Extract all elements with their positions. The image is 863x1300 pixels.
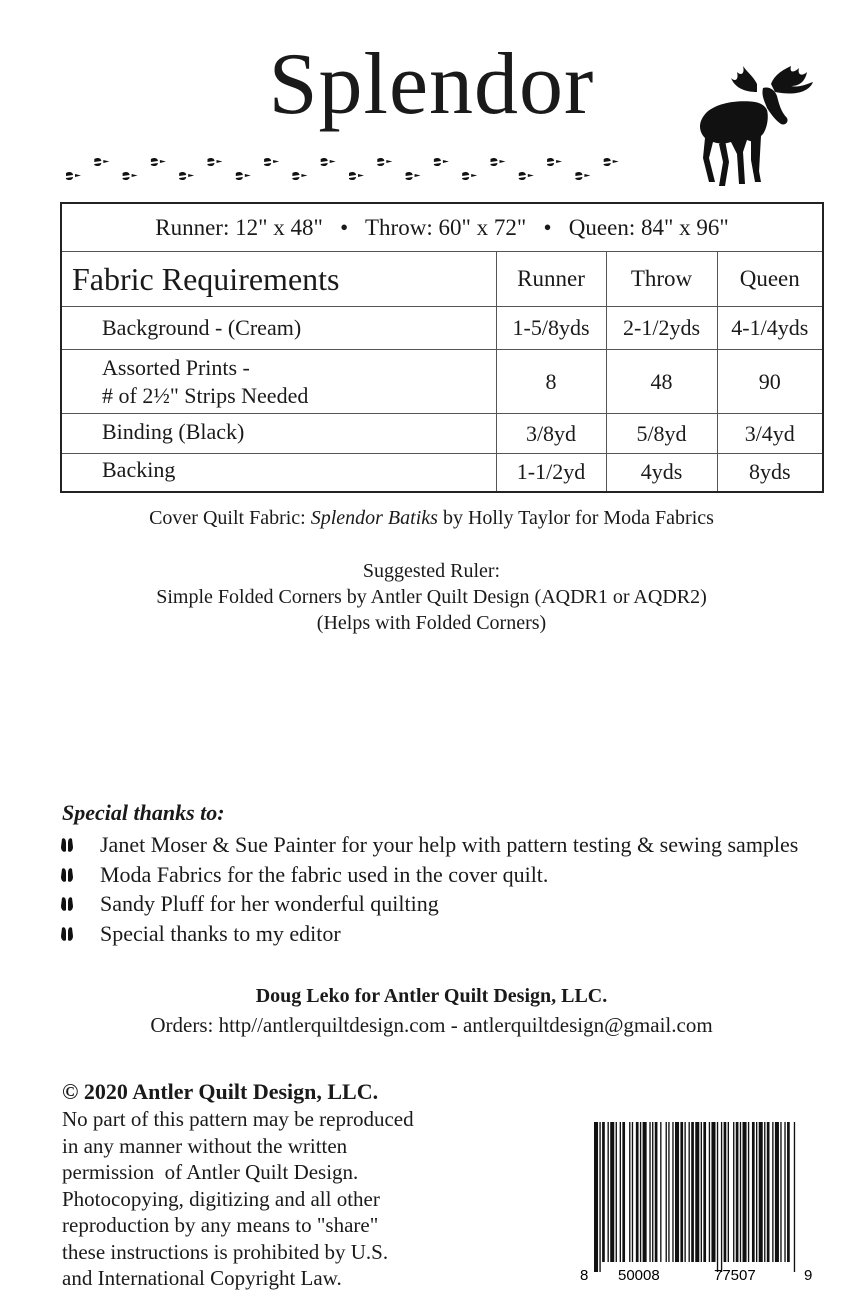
hoof-track-icon — [94, 158, 109, 166]
cell-queen: 3/4yd — [717, 414, 823, 454]
table-row — [61, 307, 823, 350]
barcode-bar — [721, 1122, 722, 1272]
hoof-track-icon — [406, 172, 421, 180]
cell-queen: 90 — [717, 350, 823, 414]
orders-line: Orders: http//antlerquiltdesign.com - antlerquiltdesign@gmail.com — [150, 1013, 713, 1037]
cover-fabric-line — [0, 505, 863, 531]
barcode-bar — [622, 1122, 625, 1262]
barcode-bar — [743, 1122, 747, 1262]
barcode-digits-right: 77507 — [714, 1267, 756, 1284]
barcode-bar — [632, 1122, 633, 1262]
page-title: Splendor — [268, 36, 595, 133]
barcode-bar — [752, 1122, 755, 1262]
upc-barcode — [574, 1118, 816, 1288]
table-row — [61, 454, 823, 492]
barcode-bar — [748, 1122, 749, 1262]
barcode-bar — [594, 1122, 598, 1272]
barcode-bar — [756, 1122, 757, 1262]
ruler-note: (Helps with Folded Corners) — [316, 612, 547, 634]
barcode-bar — [695, 1122, 699, 1262]
cover-fabric-prefix: Cover Quilt Fabric: — [149, 507, 311, 529]
hoof-track-icon — [491, 158, 506, 166]
hoof-track-icon — [321, 158, 336, 166]
barcode-bar — [764, 1122, 765, 1262]
row-label — [61, 350, 496, 414]
barcode-bar — [672, 1122, 673, 1262]
author-line: Doug Leko for Antler Quilt Design, LLC. — [255, 985, 608, 1007]
barcode-bar — [794, 1122, 795, 1272]
table-header-row — [61, 252, 823, 307]
copyright-line: permission of Antler Quilt Design. — [62, 1160, 359, 1184]
row-label: Background - (Cream) — [61, 307, 496, 350]
list-item — [58, 830, 798, 860]
table-heading: Fabric Requirements — [61, 252, 496, 307]
copyright-line: No part of this pattern may be reproduced — [62, 1107, 414, 1131]
sizes-row — [61, 203, 823, 252]
copyright-line: in any manner without the written — [62, 1133, 348, 1158]
barcode-bar — [599, 1122, 600, 1272]
row-label: Binding (Black) — [61, 414, 496, 454]
special-thanks-list — [58, 830, 798, 948]
barcode-bar — [701, 1122, 702, 1262]
copyright-line: and International Copyright Law. — [62, 1266, 342, 1290]
hoof-track-icon — [66, 172, 81, 180]
barcode-bar — [717, 1122, 718, 1272]
hoof-track-icon — [462, 172, 477, 180]
hoof-track-icon — [604, 158, 619, 166]
row-label-line1: Assorted Prints - — [102, 354, 250, 380]
barcode-bar — [733, 1122, 734, 1262]
barcode-bar — [691, 1122, 694, 1262]
barcode-bar — [689, 1122, 690, 1262]
barcode-bar — [675, 1122, 679, 1262]
cell-runner: 8 — [496, 350, 606, 414]
hoof-track-icon — [123, 172, 138, 180]
hoof-track-icon — [60, 837, 74, 853]
barcode-bar — [787, 1122, 790, 1262]
hoof-track-icon — [151, 158, 166, 166]
cell-runner: 3/8yd — [496, 414, 606, 454]
cell-runner: 1-1/2yd — [496, 454, 606, 492]
barcode-bar — [636, 1122, 639, 1262]
barcode-bar — [643, 1122, 647, 1262]
barcode-bar — [728, 1122, 729, 1262]
table-row — [61, 414, 823, 454]
ruler-heading: Suggested Ruler: — [362, 560, 501, 582]
barcode-bar — [775, 1122, 779, 1262]
hoof-track-icon — [264, 158, 279, 166]
barcode-bar — [649, 1122, 650, 1262]
barcode-bar — [724, 1122, 727, 1262]
barcode-digit-first: 8 — [580, 1267, 589, 1284]
barcode-bar — [616, 1122, 617, 1262]
barcode-bar — [684, 1122, 685, 1262]
barcode-bar — [629, 1122, 630, 1262]
list-item — [58, 919, 798, 949]
finished-sizes: Runner: 12" x 48" • Throw: 60" x 72" • Queen: 84" x 96" — [61, 203, 823, 252]
hoof-track-icon — [292, 172, 307, 180]
barcode-digits-left: 50008 — [618, 1267, 660, 1284]
barcode-bar — [620, 1122, 621, 1262]
barcode-bar — [610, 1122, 614, 1262]
cell-throw: 48 — [606, 350, 717, 414]
hoof-track-icon — [60, 896, 74, 912]
barcode-digit-last: 9 — [804, 1267, 813, 1284]
cell-queen: 8yds — [717, 454, 823, 492]
row-label: Backing — [61, 454, 496, 492]
barcode-bar — [736, 1122, 739, 1262]
moose-silhouette-icon — [695, 62, 825, 187]
hoof-track-icon — [179, 172, 194, 180]
thanks-text: Janet Moser & Sue Painter for your help with pattern testing & sewing samples — [100, 832, 799, 857]
barcode-bar — [784, 1122, 785, 1262]
barcode-bar — [602, 1122, 605, 1262]
list-item — [58, 889, 798, 919]
barcode-bar — [680, 1122, 683, 1262]
cell-runner: 1-5/8yds — [496, 307, 606, 350]
special-thanks-heading: Special thanks to: — [62, 800, 225, 825]
list-item — [58, 860, 798, 890]
thanks-text: Sandy Pluff for her wonderful quilting — [100, 891, 439, 916]
barcode-bar — [709, 1122, 710, 1262]
column-header-throw: Throw — [606, 252, 717, 307]
barcode-bar — [660, 1122, 661, 1262]
table-row — [61, 350, 823, 414]
hoof-track-icon — [434, 158, 449, 166]
hoof-track-icon — [547, 158, 562, 166]
barcode-bar — [772, 1122, 773, 1262]
cell-queen: 4-1/4yds — [717, 307, 823, 350]
barcode-bar — [759, 1122, 763, 1262]
copyright-notice — [62, 1106, 492, 1292]
copyright-line: these instructions is prohibited by U.S. — [62, 1239, 389, 1264]
copyright-line: Photocopying, digitizing and all other — [62, 1186, 380, 1211]
copyright-line: reproduction by any means to "share" — [62, 1213, 379, 1237]
hoof-track-icon — [60, 867, 74, 883]
thanks-text: Moda Fabrics for the fabric used in the cover quilt. — [100, 861, 549, 887]
column-header-runner: Runner — [496, 252, 606, 307]
hoof-track-icon — [519, 172, 534, 180]
barcode-bar — [640, 1122, 641, 1262]
suggested-ruler — [0, 558, 863, 636]
hoof-track-icon — [60, 926, 74, 942]
hoof-track-icon — [236, 172, 251, 180]
cell-throw: 5/8yd — [606, 414, 717, 454]
barcode-bar — [608, 1122, 609, 1262]
cell-throw: 4yds — [606, 454, 717, 492]
hoof-track-icon — [349, 172, 364, 180]
contact-block — [0, 982, 863, 1040]
barcode-bar — [666, 1122, 667, 1262]
fabric-requirements-table — [60, 202, 824, 493]
hoof-track-icon — [208, 158, 223, 166]
copyright-heading: © 2020 Antler Quilt Design, LLC. — [62, 1079, 379, 1104]
barcode-bar — [703, 1122, 706, 1262]
barcode-bar — [780, 1122, 781, 1262]
hoof-track-icon — [377, 158, 392, 166]
barcode-bar — [740, 1122, 741, 1262]
cover-fabric-suffix: by Holly Taylor for Moda Fabrics — [437, 507, 714, 529]
ruler-line: Simple Folded Corners by Antler Quilt Design (AQDR1 or AQDR2) — [156, 586, 707, 608]
row-label-line2: # of 2½" Strips Needed — [102, 382, 309, 408]
hoof-track-icon — [575, 172, 590, 180]
hoof-tracks-divider — [62, 152, 632, 188]
barcode-bar — [655, 1122, 658, 1262]
barcode-bar — [767, 1122, 770, 1262]
barcode-bars — [594, 1122, 795, 1272]
barcode-bar — [652, 1122, 653, 1262]
barcode-bar — [711, 1122, 715, 1262]
barcode-bar — [668, 1122, 669, 1262]
cover-fabric-name: Splendor Batiks — [310, 507, 438, 529]
column-header-queen: Queen — [717, 252, 823, 307]
thanks-text: Special thanks to my editor — [100, 920, 341, 946]
cell-throw: 2-1/2yds — [606, 307, 717, 350]
